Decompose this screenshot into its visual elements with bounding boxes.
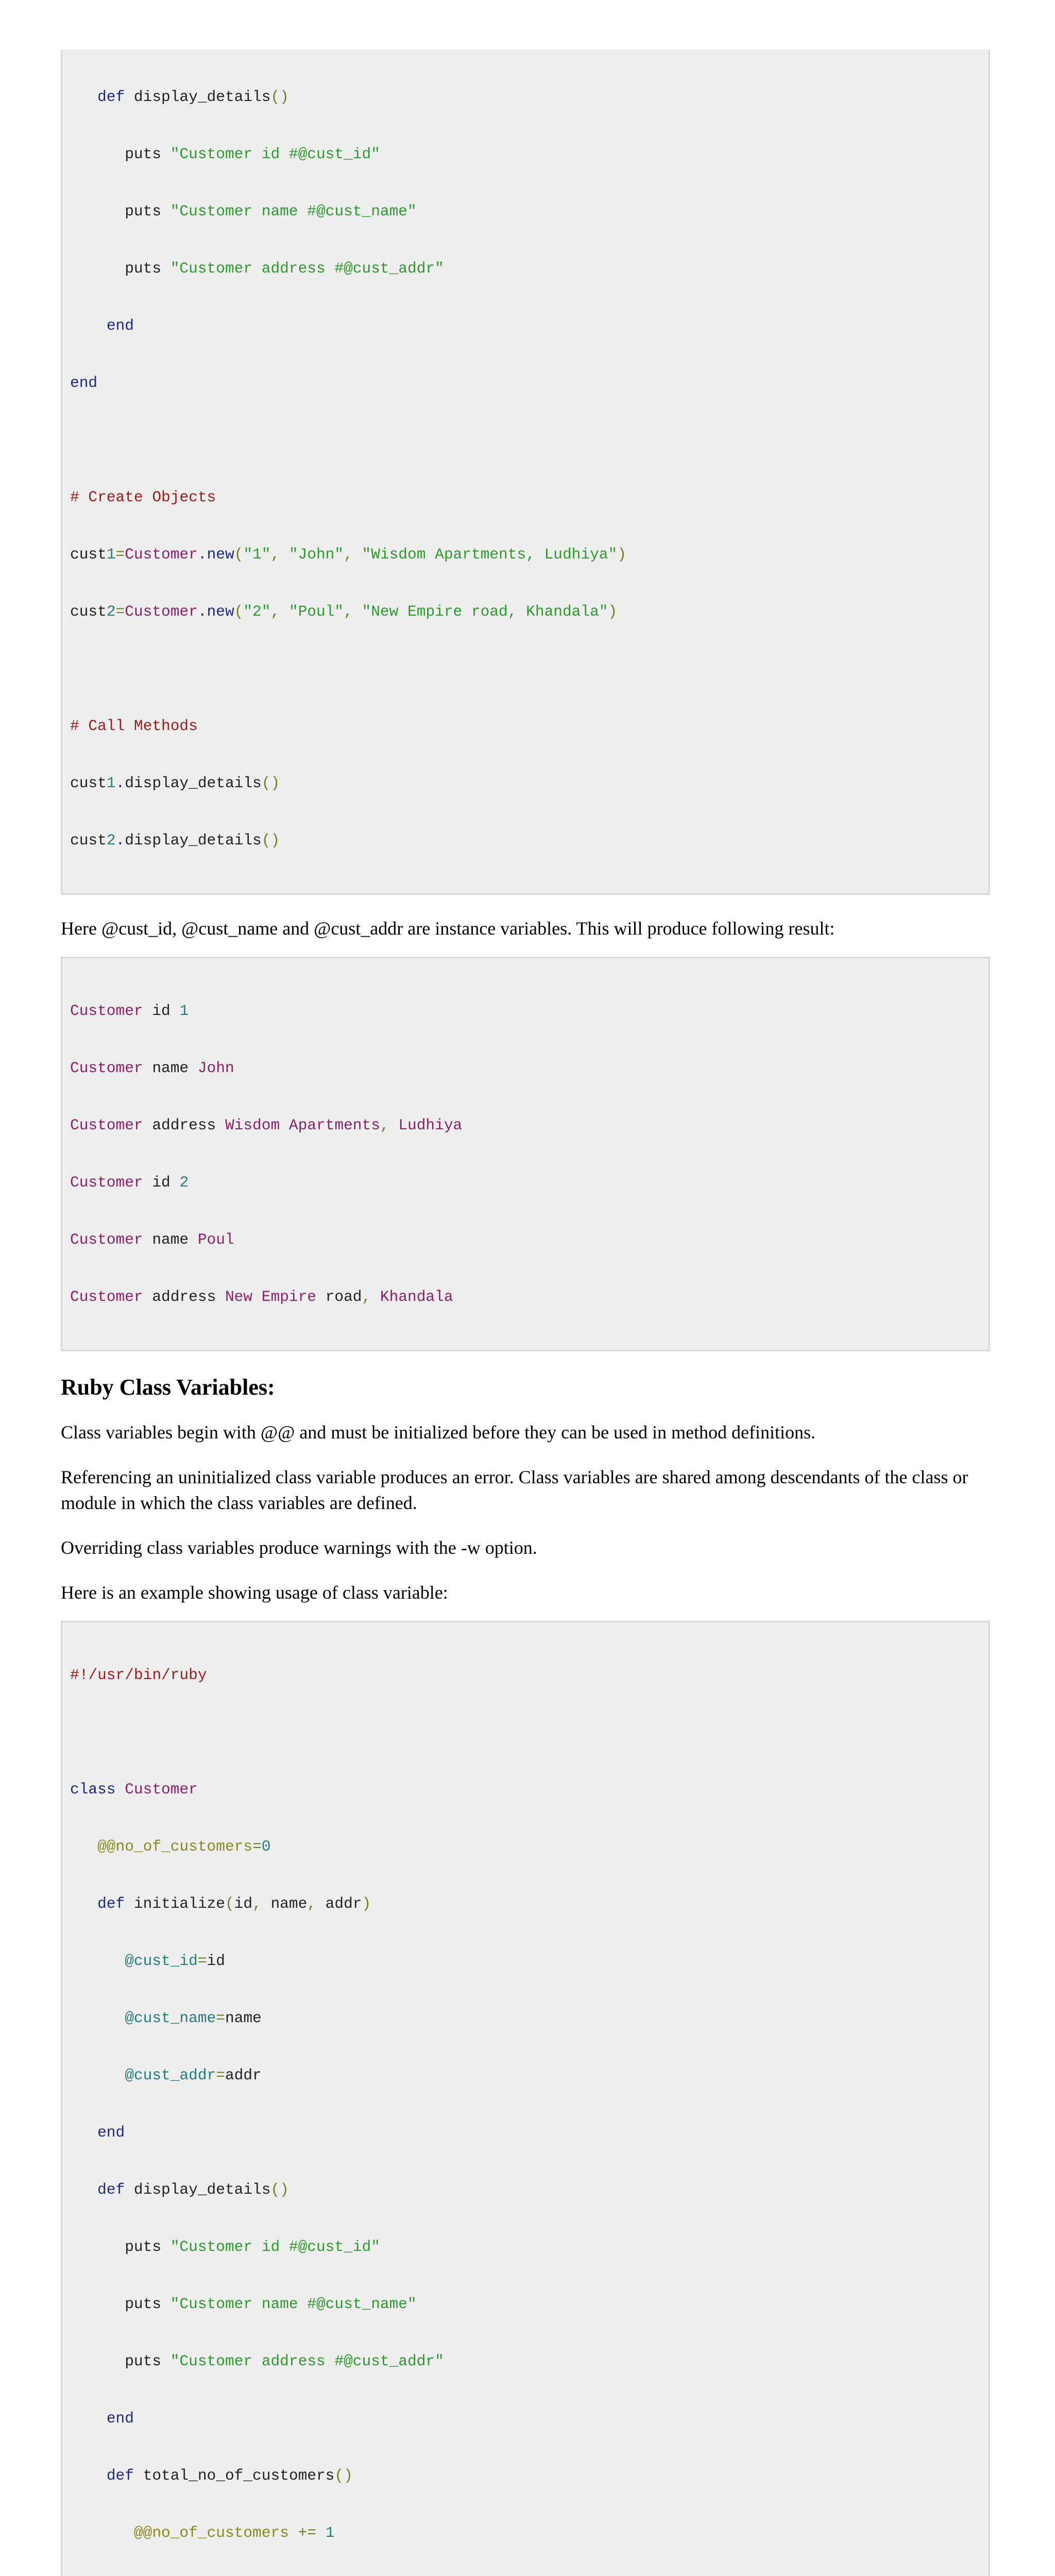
- code-line: def display_details(): [97, 2181, 289, 2198]
- output-line: Customer id 2: [70, 1174, 189, 1191]
- code-line: end: [97, 2124, 125, 2141]
- code-line: # Create Objects: [70, 488, 216, 506]
- code-block-display-details: [61, 49, 990, 895]
- code-line: cust2.display_details(): [70, 832, 280, 849]
- code-line: puts "Customer id #@cust_id": [70, 145, 380, 163]
- output-line: Customer address New Empire road, Khandala: [70, 1288, 453, 1306]
- output-block-instance: [61, 957, 990, 1351]
- code-line: @cust_id=id: [125, 1952, 225, 1970]
- code-line: class Customer: [70, 1781, 198, 1798]
- document-page: [61, 49, 990, 2576]
- output-line: Customer id 1: [70, 1002, 189, 1020]
- code-line: @@no_of_customers=0: [97, 1838, 271, 1855]
- code-line: end: [70, 374, 98, 392]
- paragraph-class-vars-warnings: Overriding class variables produce warnings with the -w option.: [61, 1537, 537, 1558]
- code-line: def initialize(id, name, addr): [97, 1895, 371, 1912]
- paragraph-instance-result: Here @cust_id, @cust_name and @cust_addr are instance variables. This will produce following result:: [61, 918, 835, 939]
- code-line: # Call Methods: [70, 717, 198, 735]
- code-line: puts "Customer name #@cust_name": [70, 2295, 417, 2313]
- code-line: def total_no_of_customers(): [106, 2467, 353, 2484]
- code-line: @cust_addr=addr: [125, 2066, 262, 2084]
- code-line: [70, 431, 989, 450]
- code-line: puts "Customer address #@cust_addr": [70, 260, 444, 277]
- code-line: puts "Customer id #@cust_id": [70, 2238, 380, 2256]
- section-heading: Ruby Class Variables:: [61, 1375, 275, 1400]
- code-line: end: [106, 317, 134, 334]
- code-line: end: [106, 2410, 134, 2427]
- code-line: puts "Customer address #@cust_addr": [70, 2352, 444, 2370]
- code-line: cust2=Customer.new("2", "Poul", "New Empire road, Khandala"): [70, 603, 618, 620]
- code-line: @@no_of_customers += 1: [133, 2524, 335, 2541]
- paragraph-class-vars-intro: Class variables begin with @@ and must be initialized before they can be used in method definitions.: [61, 1422, 815, 1443]
- output-line: Customer name Poul: [70, 1231, 234, 1248]
- paragraph-class-vars-example: Here is an example showing usage of class variable:: [61, 1582, 448, 1603]
- code-line: def display_details(): [97, 88, 289, 106]
- code-line: [70, 659, 989, 679]
- output-line: Customer address Wisdom Apartments, Ludhiya: [70, 1116, 463, 1134]
- code-line: cust1.display_details(): [70, 774, 280, 792]
- code-line: [70, 1723, 989, 1742]
- code-line: puts "Customer name #@cust_name": [70, 202, 417, 220]
- code-line: cust1=Customer.new("1", "John", "Wisdom Apartments, Ludhiya"): [70, 546, 626, 563]
- output-line: Customer name John: [70, 1059, 234, 1077]
- paragraph-class-vars-shared: Referencing an uninitialized class variable produces an error. Class variables are shared among descendants of the class or module in which the class variables are defined.: [61, 1467, 968, 1513]
- code-line: @cust_name=name: [125, 2009, 262, 2027]
- code-block-class-variable: [61, 1621, 990, 2576]
- code-line: #!/usr/bin/ruby: [70, 1666, 207, 1684]
